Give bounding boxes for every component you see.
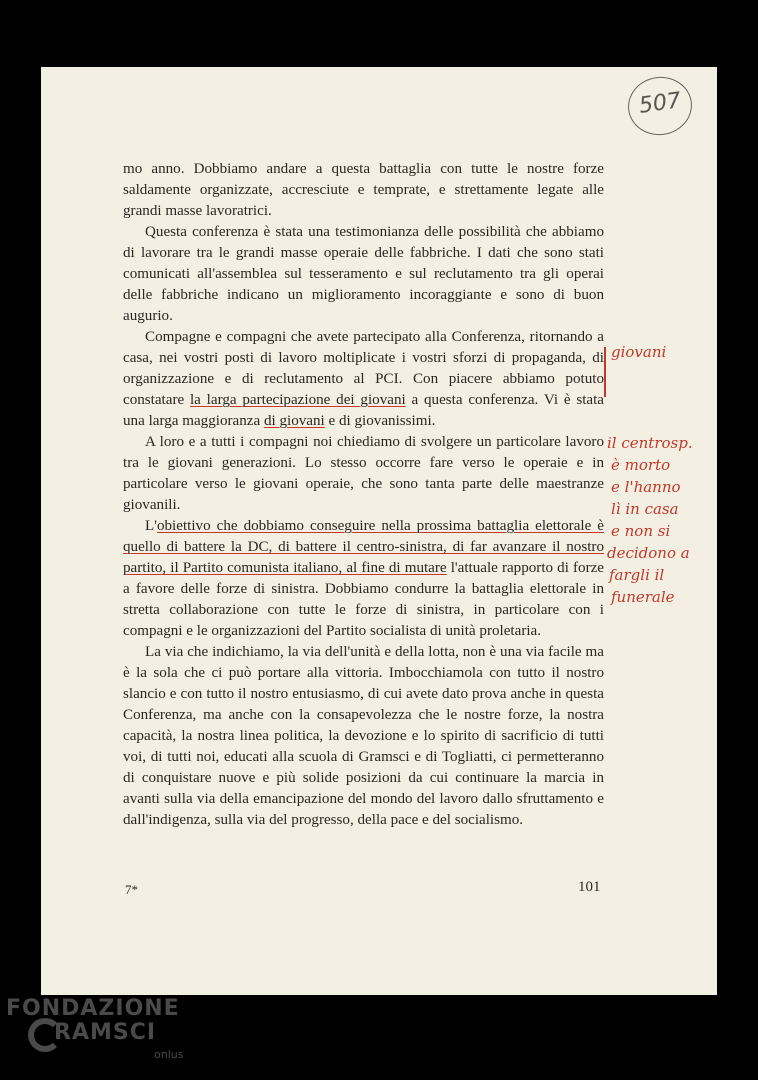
margin-note-line: funerale [611,588,675,606]
logo-onlus: onlus [154,1048,184,1061]
margin-note-line: fargli il [609,566,665,584]
page-number: 101 [578,879,601,895]
underlined-text: la larga partecipazione dei giovani [189,392,406,408]
margin-bracket [604,347,606,397]
underlined-text: di giovani [263,413,325,429]
logo-line1: FONDAZIONE [6,996,180,1021]
signature-mark: 7* [125,882,138,897]
underlined-text: obiettivo che dobbiamo conseguire nella prossima battaglia elettorale è quello di battere la DC, di battere il centro-sinistra, di far avanzare il nostro partito, il Partito comunista italiano, al fine di mutare [123,518,604,576]
text-segment: mo anno. Dobbiamo andare a questa battaglia con tutte le nostre forze saldamente organizzate, accresciute e temprate, e strettamente legate alle grandi masse lavoratrici. [123,161,604,219]
margin-note-line: il centrosp. [607,434,693,452]
paragraph [123,516,604,642]
text-segment: Compagne e compagni che avete partecipato alla Conferenza, ritornando a casa, nei vostri posti di lavoro moltiplicate i vostri sforzi di propaganda, di organizzazione e di reclutamento al PCI. Con piacere abbiamo potuto constatare [123,329,604,408]
text-segment: La via che indichiamo, la via dell'unità e della lotta, non è una via facile ma è la sola che ci può portare alla vittoria. Imbocchiamola con tutto il nostro slancio e con tutto il nostro entusiasmo, di cui avete dato prova anche in questa Conferenza, ma anche con la consapevolezza che le nostre forze, la nostra capacità, la nostra linea politica, la devozione e lo spirito di sacrificio di tutti voi, di tutti noi, educati alla scuola di Gramsci e di Togliatti, ci permetteranno di conquistare nuove e più solide posizioni da cui continuare la marcia in avanti sulla via della emancipazione del mondo del lavoro dallo sfruttamento e dall'indigenza, sulla via del progresso, della pace e del socialismo. [123,644,604,828]
archive-number: 507 [637,88,683,119]
margin-note-line: e l'hanno [611,478,681,496]
paragraph [123,327,604,432]
text-segment: a questa conferenza. Vi è stata una larga maggioranza [123,392,604,429]
text-segment: L' [145,518,157,534]
text-segment: Questa conferenza è stata una testimonianza delle possibilità che abbiamo di lavorare tra le grandi masse operaie delle fabbriche. I dati che sono stati comunicati all'assemblea sul tesseramento e sul reclutamento tra gli operai delle fabbriche indicano un miglioramento incoraggiante e sono di buon augurio. [123,224,604,324]
paragraph [123,222,604,327]
text-segment: l'attuale rapporto di forze a favore delle forze di sinistra. Dobbiamo condurre la battaglia elettorale in stretta collaborazione con tutte le forze di sinistra, in particolare con i compagni e le organizzazioni del Partito socialista di unità proletaria. [123,560,604,639]
margin-note-line: è morto [611,456,671,474]
paragraph [123,642,604,831]
paragraph [123,432,604,516]
fondazione-gramsci-logo [6,996,184,1061]
margin-note-giovani: giovani [611,343,667,361]
logo-line2: RAMSCI [54,1020,157,1045]
margin-note-line: decidono a [607,544,690,562]
body-text [123,159,604,831]
paragraph [123,159,604,222]
text-segment: A loro e a tutti i compagni noi chiediamo di svolgere un particolare lavoro tra le giovani generazioni. Lo stesso occorre fare verso le operaie e in particolare verso le giovani operaie, che sono tanta parte delle maestranze giovanili. [123,434,604,513]
margin-note-line: lì in casa [611,500,679,518]
margin-note-line: e non si [611,522,671,540]
text-segment: e di giovanissimi. [324,413,436,429]
document-page [41,67,717,995]
